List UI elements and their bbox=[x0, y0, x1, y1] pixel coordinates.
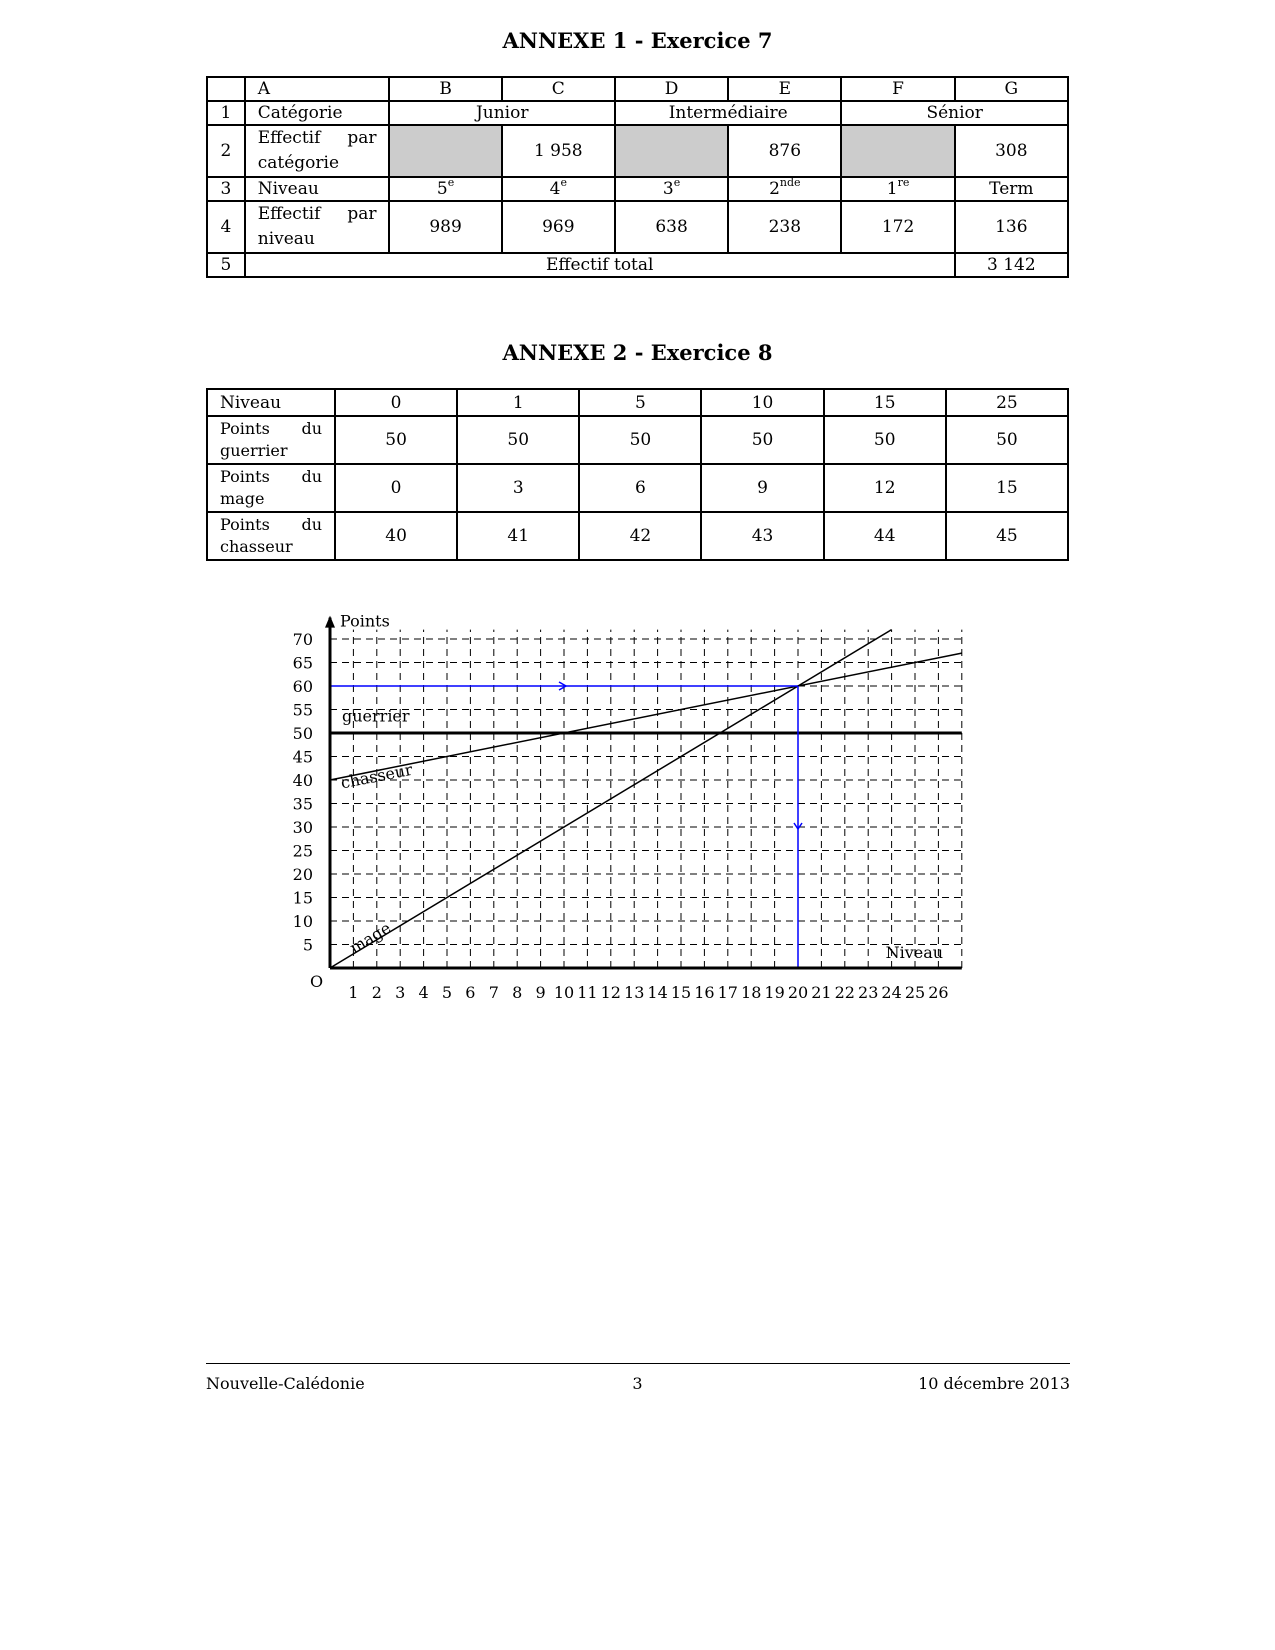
series-label-chasseur: chasseur bbox=[339, 759, 415, 793]
table-cell: 136 bbox=[955, 201, 1068, 253]
annexe2-table bbox=[206, 388, 1069, 561]
row-label: Niveau bbox=[207, 389, 335, 416]
origin-label: O bbox=[310, 972, 324, 991]
col-header: A bbox=[245, 77, 390, 101]
level-header: 10 bbox=[701, 389, 823, 416]
y-tick-label: 70 bbox=[292, 630, 313, 649]
y-tick-label: 5 bbox=[302, 935, 313, 955]
y-tick-label: 40 bbox=[292, 771, 313, 790]
table-cell: 638 bbox=[615, 201, 728, 253]
level-cell: Term bbox=[955, 177, 1068, 201]
y-tick-label: 20 bbox=[292, 865, 313, 884]
y-tick-label: 60 bbox=[292, 677, 313, 696]
col-header: F bbox=[841, 77, 954, 101]
footer-left: Nouvelle-Calédonie bbox=[206, 1374, 365, 1393]
table-cell: 989 bbox=[389, 201, 501, 253]
category-senior: Sénior bbox=[841, 101, 1068, 125]
table-cell: 50 bbox=[579, 416, 701, 464]
shaded-cell bbox=[615, 125, 728, 177]
table-cell: 0 bbox=[335, 464, 457, 512]
y-tick-label: 55 bbox=[292, 700, 313, 720]
level-cell: 2nde bbox=[728, 177, 841, 201]
table-cell: 172 bbox=[841, 201, 954, 253]
x-tick-label: 8 bbox=[512, 983, 523, 1002]
table-cell: 43 bbox=[701, 512, 823, 560]
x-tick-label: 26 bbox=[928, 983, 949, 1002]
series-label-mage: mage bbox=[346, 918, 395, 958]
col-header: E bbox=[728, 77, 841, 101]
col-header: B bbox=[389, 77, 501, 101]
level-cell: 1re bbox=[841, 177, 954, 201]
col-header: G bbox=[955, 77, 1068, 101]
table-cell: 6 bbox=[579, 464, 701, 512]
table-row bbox=[207, 464, 1068, 512]
table-row bbox=[207, 77, 1068, 101]
row-label: Points du chasseur bbox=[207, 512, 335, 560]
x-tick-label: 9 bbox=[535, 983, 546, 1002]
table-row bbox=[207, 416, 1068, 464]
table-row bbox=[207, 512, 1068, 560]
x-axis-label: Niveau bbox=[885, 943, 944, 962]
y-tick-label: 15 bbox=[292, 888, 313, 908]
row-label: Effectif par niveau bbox=[245, 201, 390, 253]
x-tick-label: 14 bbox=[647, 983, 668, 1002]
table-cell: 50 bbox=[824, 416, 946, 464]
annexe1-title: ANNEXE 1 - Exercice 7 bbox=[502, 28, 773, 53]
table-cell: 9 bbox=[701, 464, 823, 512]
points-chart bbox=[280, 610, 980, 1010]
row-label: Effectif par catégorie bbox=[245, 125, 390, 177]
shaded-cell bbox=[389, 125, 501, 177]
level-cell: 4e bbox=[502, 177, 615, 201]
level-header: 25 bbox=[946, 389, 1068, 416]
row-label: Points du mage bbox=[207, 464, 335, 512]
table-row bbox=[207, 253, 1068, 277]
table-row bbox=[207, 201, 1068, 253]
x-tick-label: 17 bbox=[717, 983, 738, 1002]
table-cell: 308 bbox=[955, 125, 1068, 177]
x-tick-label: 1 bbox=[348, 983, 359, 1002]
y-axis-arrow-icon bbox=[325, 616, 335, 628]
y-tick-label: 50 bbox=[292, 724, 313, 743]
y-tick-label: 25 bbox=[292, 841, 313, 861]
level-header: 5 bbox=[579, 389, 701, 416]
table-cell: 41 bbox=[457, 512, 579, 560]
table-cell: 45 bbox=[946, 512, 1068, 560]
x-tick-label: 22 bbox=[834, 983, 855, 1002]
level-header: 0 bbox=[335, 389, 457, 416]
col-header: C bbox=[502, 77, 615, 101]
x-tick-label: 19 bbox=[764, 983, 785, 1002]
x-tick-label: 4 bbox=[418, 983, 429, 1002]
table-cell: 42 bbox=[579, 512, 701, 560]
table-cell: 44 bbox=[824, 512, 946, 560]
row-number: 3 bbox=[207, 177, 245, 201]
row-label: Catégorie bbox=[245, 101, 390, 125]
x-tick-label: 3 bbox=[395, 983, 406, 1002]
category-intermediaire: Intermédiaire bbox=[615, 101, 842, 125]
y-tick-label: 35 bbox=[292, 794, 313, 814]
annexe2-title: ANNEXE 2 - Exercice 8 bbox=[502, 340, 773, 365]
level-cell: 5e bbox=[389, 177, 501, 201]
series-label-guerrier: guerrier bbox=[342, 706, 410, 726]
x-tick-label: 12 bbox=[600, 983, 621, 1002]
x-tick-label: 15 bbox=[670, 983, 692, 1002]
x-tick-label: 18 bbox=[741, 983, 762, 1002]
x-tick-label: 23 bbox=[858, 983, 879, 1002]
series-line-chasseur bbox=[330, 653, 962, 780]
x-tick-label: 7 bbox=[488, 983, 499, 1002]
x-tick-label: 20 bbox=[787, 983, 809, 1002]
row-label: Niveau bbox=[245, 177, 390, 201]
y-tick-label: 30 bbox=[292, 818, 313, 837]
category-junior: Junior bbox=[389, 101, 614, 125]
footer-rule bbox=[206, 1363, 1070, 1364]
col-header: D bbox=[615, 77, 728, 101]
shaded-cell bbox=[841, 125, 954, 177]
total-value: 3 142 bbox=[955, 253, 1068, 277]
table-cell: 50 bbox=[701, 416, 823, 464]
total-label: Effectif total bbox=[245, 253, 955, 277]
x-tick-label: 16 bbox=[694, 983, 715, 1002]
table-cell: 12 bbox=[824, 464, 946, 512]
row-number: 5 bbox=[207, 253, 245, 277]
table-cell: 50 bbox=[457, 416, 579, 464]
y-axis-label: Points bbox=[340, 611, 390, 631]
table-cell: 876 bbox=[728, 125, 841, 177]
x-tick-label: 5 bbox=[441, 983, 453, 1002]
row-number: 2 bbox=[207, 125, 245, 177]
y-tick-label: 45 bbox=[292, 747, 313, 767]
table-row bbox=[207, 101, 1068, 125]
x-tick-label: 6 bbox=[465, 983, 476, 1002]
x-tick-label: 24 bbox=[881, 983, 902, 1002]
table-row bbox=[207, 125, 1068, 177]
row-number: 4 bbox=[207, 201, 245, 253]
table-cell: 15 bbox=[946, 464, 1068, 512]
col-header bbox=[207, 77, 245, 101]
level-cell: 3e bbox=[615, 177, 728, 201]
annexe1-table bbox=[206, 76, 1069, 278]
level-header: 1 bbox=[457, 389, 579, 416]
footer-right: 10 décembre 2013 bbox=[918, 1374, 1070, 1393]
table-cell: 50 bbox=[335, 416, 457, 464]
table-row bbox=[207, 177, 1068, 201]
x-tick-label: 11 bbox=[577, 983, 598, 1002]
table-cell: 40 bbox=[335, 512, 457, 560]
x-tick-label: 2 bbox=[371, 983, 382, 1002]
row-label: Points du guerrier bbox=[207, 416, 335, 464]
footer-page-number: 3 bbox=[632, 1374, 643, 1393]
table-cell: 50 bbox=[946, 416, 1068, 464]
x-tick-label: 13 bbox=[624, 983, 645, 1002]
y-tick-label: 10 bbox=[292, 912, 313, 931]
table-cell: 238 bbox=[728, 201, 841, 253]
x-tick-label: 25 bbox=[904, 983, 926, 1002]
level-header: 15 bbox=[824, 389, 946, 416]
table-cell: 3 bbox=[457, 464, 579, 512]
table-cell: 969 bbox=[502, 201, 615, 253]
y-tick-label: 65 bbox=[292, 653, 313, 673]
x-tick-label: 21 bbox=[811, 983, 832, 1002]
row-number: 1 bbox=[207, 101, 245, 125]
x-tick-label: 10 bbox=[553, 983, 575, 1002]
table-row bbox=[207, 389, 1068, 416]
table-cell: 1 958 bbox=[502, 125, 615, 177]
